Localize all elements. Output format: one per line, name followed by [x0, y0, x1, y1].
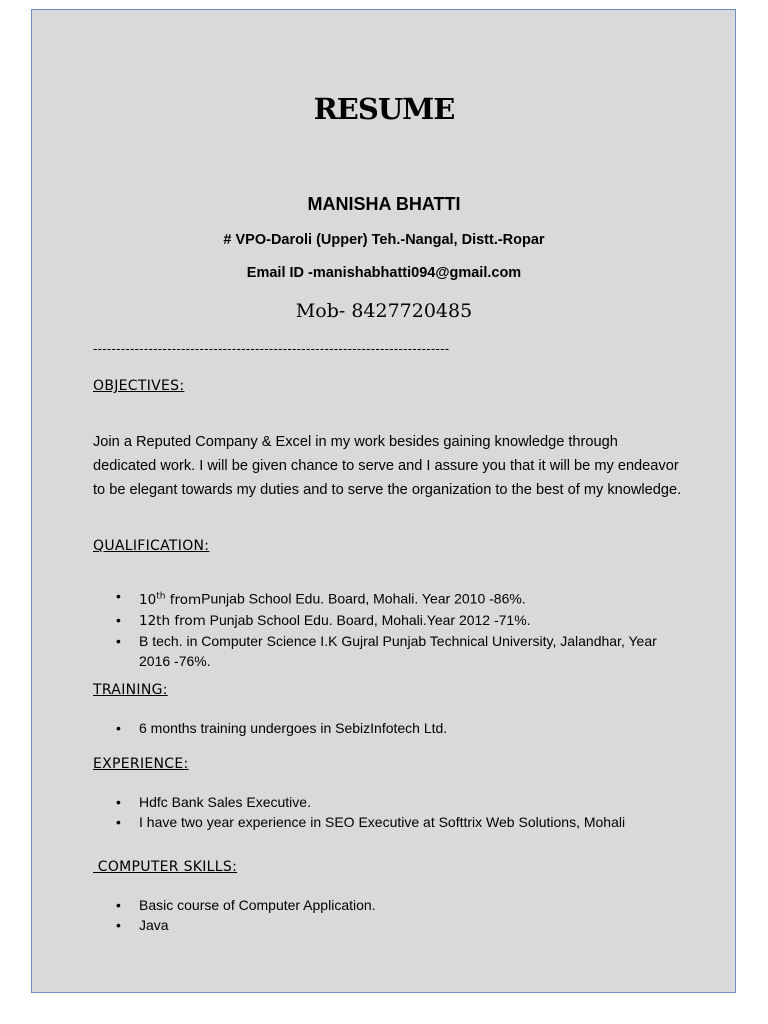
applicant-address: # VPO-Daroli (Upper) Teh.-Nangal, Distt.-Ropar — [223, 232, 545, 248]
applicant-email: Email ID -manishabhatti094@gmail.com — [246, 265, 522, 281]
qualification-detail: Punjab School Edu. Board, Mohali.Year 2012 -71%. — [205, 611, 531, 628]
bullet-icon: • — [116, 632, 121, 649]
objectives-heading: OBJECTIVES: — [93, 378, 185, 394]
bullet-icon: • — [116, 814, 121, 830]
list-item — [0, 610, 679, 631]
experience-heading: EXPERIENCE: — [93, 756, 189, 772]
qualification-level: 12th from — [139, 612, 206, 629]
qualification-heading: QUALIFICATION: — [93, 538, 210, 554]
qualification-detail: B tech. in Computer Science I.K Gujral Punjab Technical University, Jalandhar, Year 2016 -76%. — [139, 632, 657, 669]
applicant-name: MANISHA BHATTI — [307, 194, 461, 214]
list-item — [0, 915, 679, 935]
training-detail: 6 months training undergoes in SebizInfotech Ltd. — [139, 720, 448, 736]
list-item — [0, 812, 679, 832]
skill-detail: Java — [139, 917, 169, 933]
bullet-icon: • — [116, 794, 121, 810]
bullet-icon: • — [116, 588, 121, 604]
qualification-list — [0, 586, 679, 671]
training-heading: TRAINING: — [93, 682, 168, 698]
list-item — [0, 586, 679, 610]
experience-detail: I have two year experience in SEO Executive at Softtrix Web Solutions, Mohali — [139, 814, 626, 830]
experience-list — [0, 792, 679, 832]
skill-detail: Basic course of Computer Application. — [139, 897, 376, 913]
applicant-mobile: Mob- 8427720485 — [295, 300, 473, 322]
bullet-icon: • — [116, 897, 121, 913]
resume-title: RESUME — [313, 92, 455, 126]
training-list — [0, 718, 679, 738]
computer-skills-heading: COMPUTER SKILLS: — [93, 859, 238, 875]
list-item — [0, 895, 679, 915]
list-item — [0, 792, 679, 812]
bullet-icon: • — [116, 917, 121, 933]
qualification-detail: Punjab School Edu. Board, Mohali. Year 2010 -86%. — [201, 590, 526, 607]
list-item — [0, 718, 679, 738]
list-item — [0, 631, 679, 671]
objectives-text: Join a Reputed Company & Excel in my work besides gaining knowledge through dedicated work. I will be given chance to serve and I assure you that it will be my endeavor to be elegant towards my duties and to serve the organization to the best of my knowledge. — [93, 434, 682, 498]
qualification-level: 10th from — [139, 591, 202, 608]
experience-detail: Hdfc Bank Sales Executive. — [139, 794, 311, 810]
header-divider: ----------------------------------------------------------------------------- — [93, 341, 450, 356]
bullet-icon: • — [116, 720, 121, 736]
bullet-icon: • — [116, 611, 121, 628]
computer-skills-list — [0, 895, 679, 935]
